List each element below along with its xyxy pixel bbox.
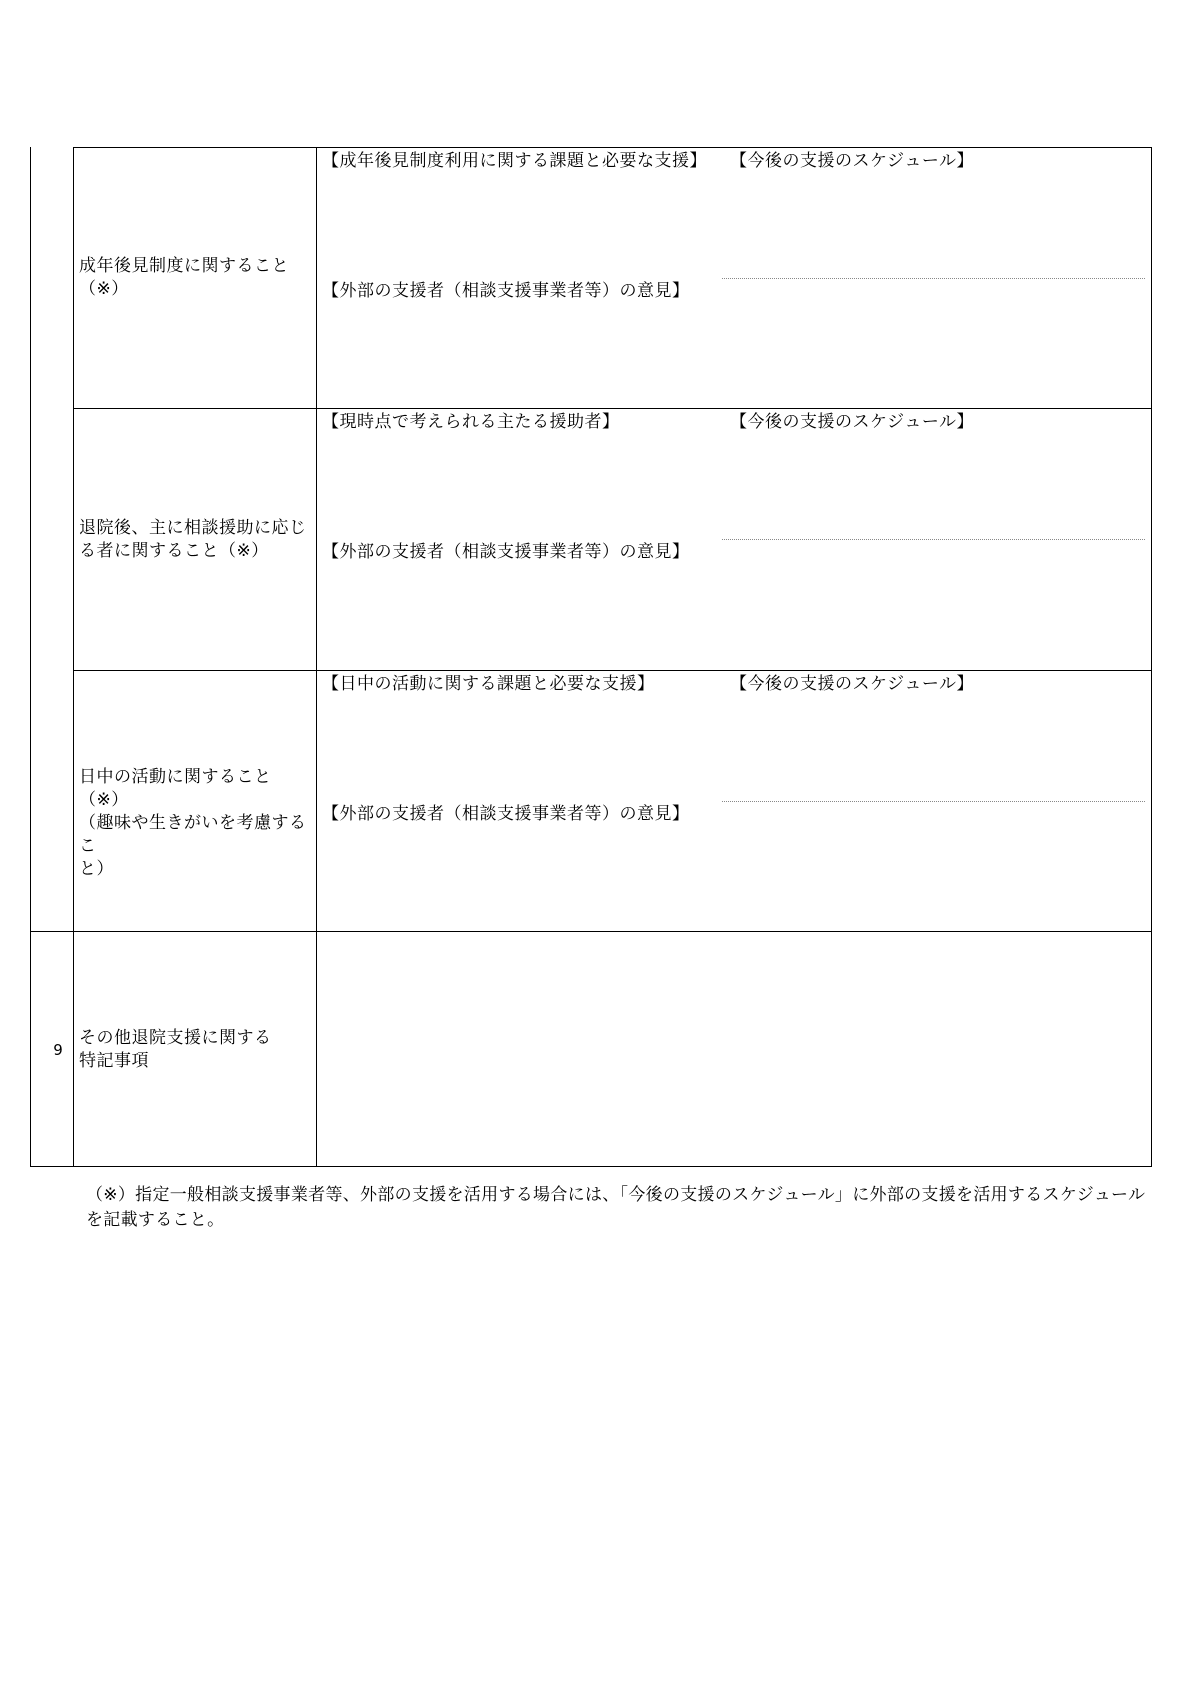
- row2-bottom-border: [73, 670, 1152, 671]
- row-label: 退院後、主に相談援助に応じ る者に関すること（※）: [79, 518, 307, 561]
- special-notes-field[interactable]: [317, 932, 1151, 1166]
- schedule-heading: 【今後の支援のスケジュール】: [730, 412, 974, 432]
- outer-right-border: [1151, 147, 1152, 1167]
- opinion-heading: 【外部の支援者（相談支援事業者等）の意見】: [322, 542, 690, 562]
- row1-schedule-divider: [722, 278, 1145, 279]
- table-top-border: [73, 147, 1152, 148]
- footnote: （※）指定一般相談支援事業者等、外部の支援を活用する場合には、「今後の支援のスケジュール」に外部の支援を活用するスケジュールを記載すること。: [86, 1185, 1146, 1230]
- row1-bottom-border: [73, 408, 1152, 409]
- issue-heading: 【現時点で考えられる主たる援助者】: [322, 412, 620, 432]
- row3-schedule-divider: [722, 801, 1145, 802]
- outer-left-border: [30, 147, 31, 1167]
- row-label: 日中の活動に関すること（※） （趣味や生きがいを考慮するこ と）: [79, 767, 307, 879]
- row-label: その他退院支援に関する 特記事項: [79, 1028, 272, 1071]
- schedule-heading: 【今後の支援のスケジュール】: [730, 151, 974, 171]
- row-label: 成年後見制度に関すること （※）: [79, 256, 289, 299]
- number-column-border: [73, 147, 74, 1167]
- row2-schedule-divider: [722, 539, 1145, 540]
- opinion-heading: 【外部の支援者（相談支援事業者等）の意見】: [322, 281, 690, 301]
- table-bottom-border: [30, 1166, 1152, 1167]
- schedule-heading: 【今後の支援のスケジュール】: [730, 674, 974, 694]
- issue-heading: 【成年後見制度利用に関する課題と必要な支援】: [322, 151, 707, 171]
- issue-heading: 【日中の活動に関する課題と必要な支援】: [322, 674, 655, 694]
- opinion-heading: 【外部の支援者（相談支援事業者等）の意見】: [322, 804, 690, 824]
- item-number: 9: [53, 1041, 63, 1059]
